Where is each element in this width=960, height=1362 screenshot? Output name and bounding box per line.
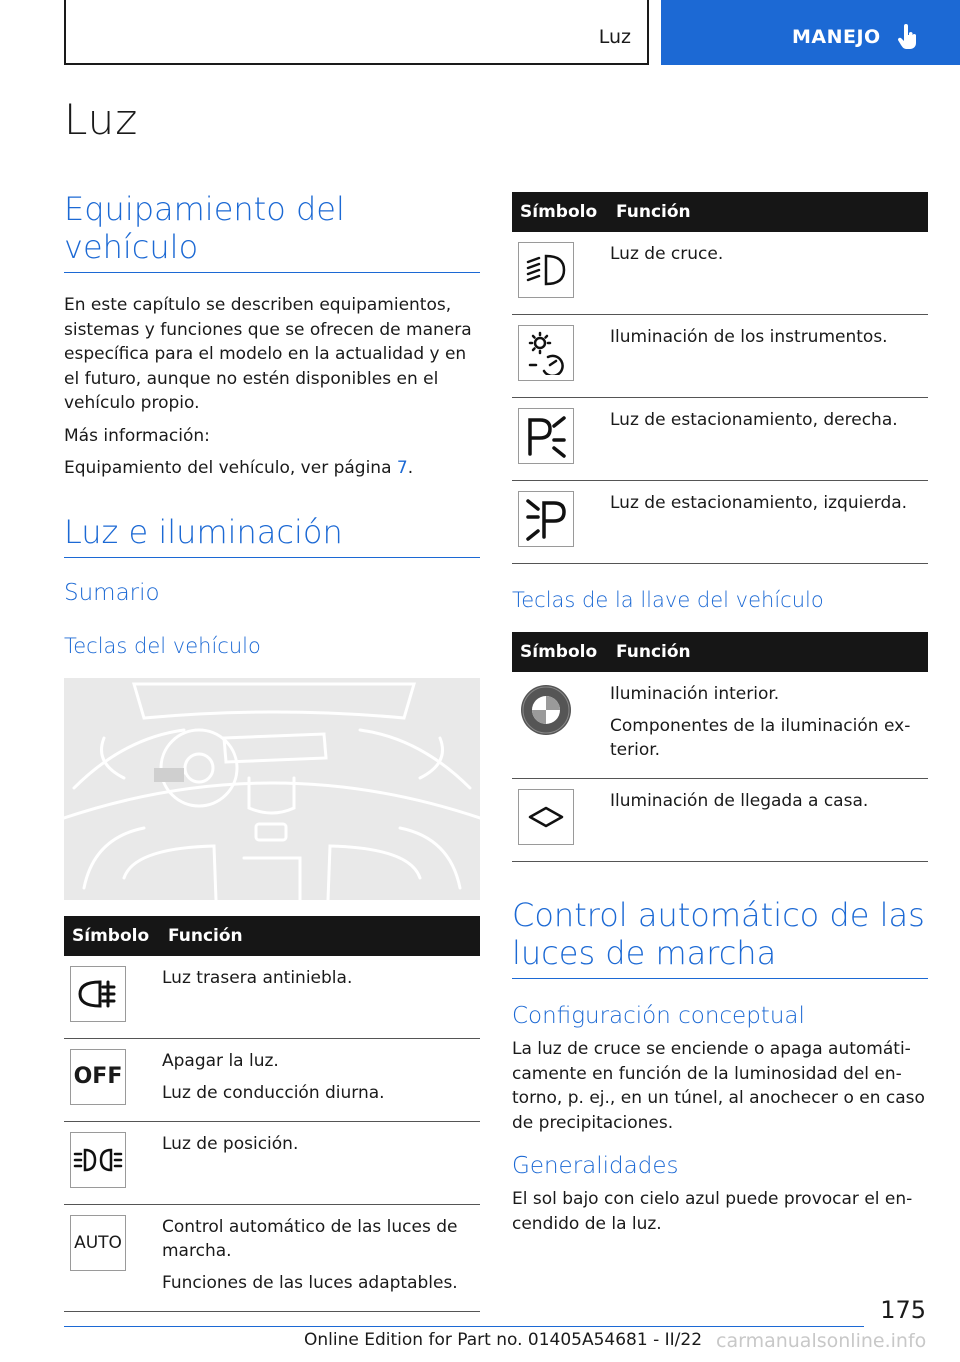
vehicle-keys-heading: Teclas del vehículo: [64, 633, 261, 658]
vehicle-equipment-heading: Equipamiento del vehículo: [64, 190, 480, 273]
row-function-text: Iluminación de llegada a casa.: [610, 791, 869, 811]
function-column-header: Función: [608, 192, 928, 232]
header-chapter-tab[interactable]: [661, 0, 960, 65]
dashboard-illustration: [64, 678, 480, 900]
header-section-tab: [64, 0, 649, 65]
row-function-text: Luz de conducción diurna.: [162, 1082, 385, 1103]
position-light-icon: [70, 1132, 126, 1188]
symbol-column-header: Símbolo: [512, 632, 608, 672]
concept-text: La luz de cruce se enciende o apaga automáticamente en función de la luminosidad del entorno, p. ej., en un túnel, al anochecer o en caso de precipitaciones.: [512, 1039, 925, 1133]
footer-edition: Online Edition for Part no. 01405A54681 - II/22: [304, 1330, 703, 1350]
parking-light-right-icon: [518, 408, 574, 464]
key-buttons-heading: Teclas de la llave del vehículo: [512, 588, 824, 612]
follow-me-home-icon: [518, 789, 574, 845]
reference-text: Equipamiento del vehículo, ver página: [64, 458, 397, 478]
footer-divider: [64, 1326, 864, 1327]
row-function-text: Control automático de las luces de marcha.: [162, 1216, 458, 1261]
page-title: Luz: [64, 95, 139, 144]
function-column-header: Función: [160, 916, 480, 956]
page-number: 175: [880, 1296, 926, 1324]
summary-heading: Sumario: [64, 579, 160, 606]
concept-heading: Configuración conceptual: [512, 1003, 805, 1029]
row-function-text: Luz de estacionamiento, izquierda.: [610, 493, 908, 513]
table-row: [64, 956, 480, 1039]
reference-page-link[interactable]: 7: [396, 458, 408, 478]
row-function-text: Luz de cruce.: [610, 244, 724, 264]
off-icon: OFF: [70, 1049, 126, 1105]
function-column-header: Función: [608, 632, 928, 672]
table-row: [512, 779, 928, 862]
auto-icon: AUTO: [70, 1215, 126, 1271]
table-row: [512, 398, 928, 481]
key-buttons-table: [512, 632, 928, 862]
row-function-text: Iluminación interior.: [610, 684, 780, 704]
header-chapter-label: MANEJO: [792, 26, 881, 48]
row-function-text: Luz trasera antiniebla.: [162, 967, 353, 988]
table-row: [64, 1121, 480, 1204]
more-info-reference: [64, 456, 480, 481]
right-column: [512, 192, 928, 1244]
table-row: [512, 315, 928, 398]
left-column: [64, 190, 480, 1312]
rear-fog-light-icon: [70, 966, 126, 1022]
vehicle-keys-table: [64, 916, 480, 1312]
general-text: El sol bajo con cielo azul puede provocar el encendido de la luz.: [512, 1189, 913, 1234]
more-info-label: Más información:: [64, 425, 210, 446]
auto-lights-heading: Control automático de las luces de marcha: [512, 896, 928, 979]
table-row: [512, 672, 928, 779]
watermark: carmanualsonline.info: [716, 1330, 927, 1352]
hand-pointer-icon: [897, 24, 919, 50]
symbol-column-header: Símbolo: [64, 916, 160, 956]
row-function-text: Componentes de la iluminación exterior.: [610, 716, 911, 760]
table-row: [512, 232, 928, 315]
reference-end: .: [407, 458, 414, 478]
row-function-text: Iluminación de los instrumentos.: [610, 327, 888, 347]
vehicle-equipment-text: En este capítulo se describen equipamientos, sistemas y funciones que se ofrecen de manera específica para el modelo en la actualidad y en el futuro, aunque no estén disponibles en el vehículo propio.: [64, 295, 472, 413]
light-symbols-table: [512, 192, 928, 564]
symbol-column-header: Símbolo: [512, 192, 608, 232]
row-function-text: Luz de posición.: [162, 1133, 299, 1154]
parking-light-left-icon: [518, 491, 574, 547]
table-row: [64, 1204, 480, 1311]
light-heading: Luz e iluminación: [64, 513, 480, 558]
table-row: [64, 1038, 480, 1121]
general-heading: Generalidades: [512, 1153, 679, 1179]
row-function-text: Luz de estacionamiento, derecha.: [610, 410, 898, 430]
header-section-label: Luz: [598, 26, 631, 48]
row-function-text: Funciones de las luces adaptables.: [162, 1272, 458, 1293]
bmw-key-icon: [518, 682, 574, 738]
row-function-text: Apagar la luz.: [162, 1050, 279, 1071]
table-row: [512, 481, 928, 564]
low-beam-icon: [518, 242, 574, 298]
instrument-lighting-icon: [518, 325, 574, 381]
